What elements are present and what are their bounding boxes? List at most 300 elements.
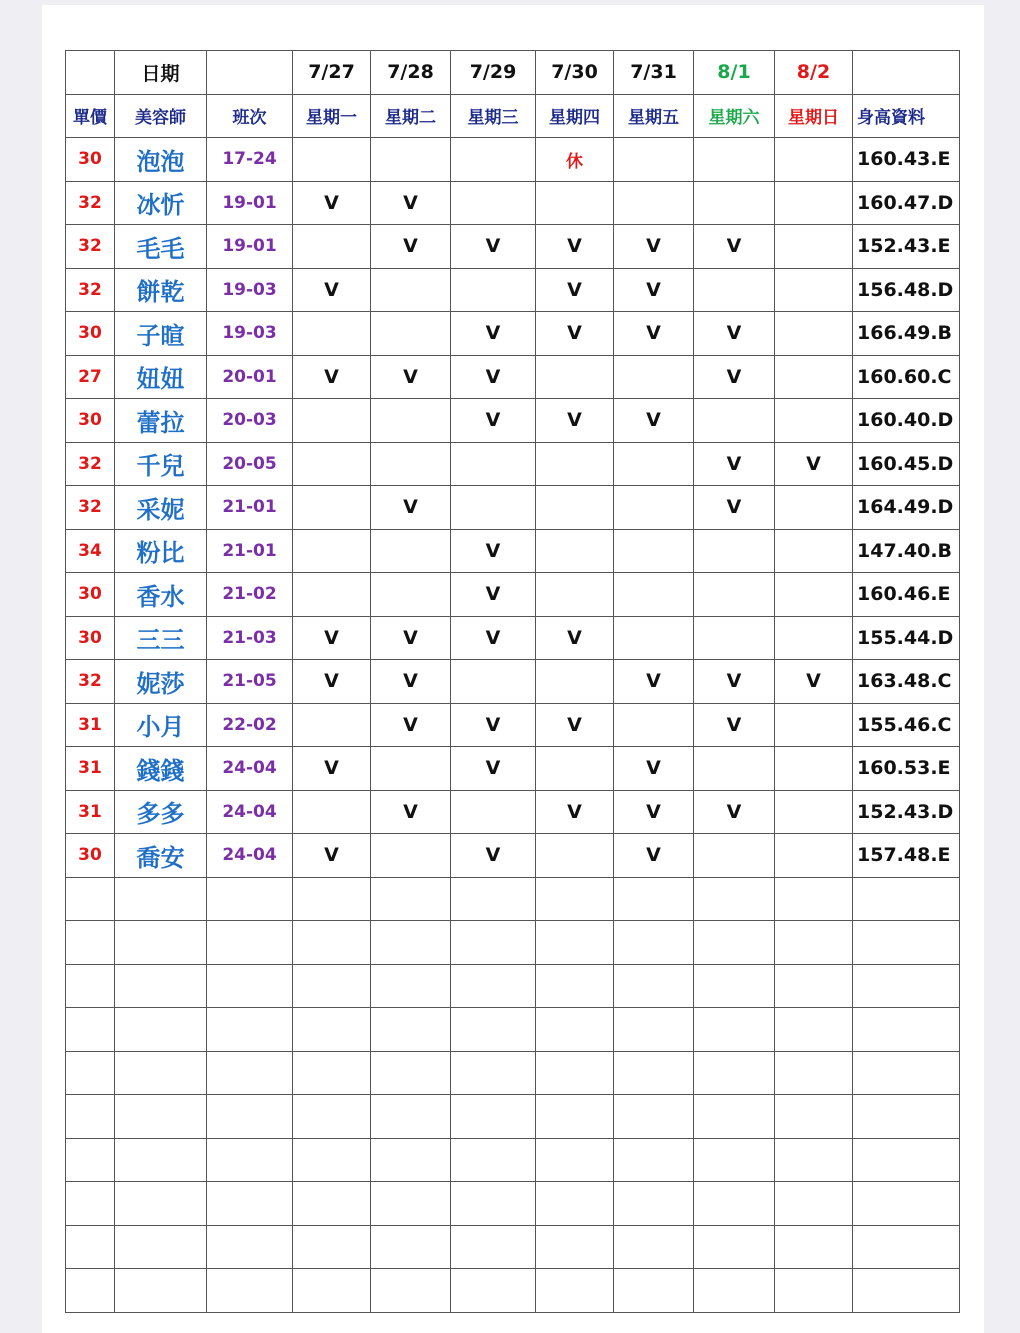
day-cell (775, 225, 853, 269)
day-cell (371, 834, 451, 878)
empty-cell (775, 1269, 853, 1313)
table-row (66, 268, 960, 312)
day-cell (371, 442, 451, 486)
day-cell: V (775, 442, 853, 486)
date-2: 7/29 (451, 51, 536, 95)
empty-cell (614, 921, 694, 965)
day-cell (614, 181, 694, 225)
day-cell (614, 616, 694, 660)
empty-cell (614, 1225, 694, 1269)
table-row (66, 573, 960, 617)
day-cell (293, 573, 371, 617)
empty-cell (775, 1182, 853, 1226)
empty-cell (451, 921, 536, 965)
height-cell: 163.48.C (853, 660, 960, 704)
empty-cell (115, 921, 207, 965)
day-cell (775, 616, 853, 660)
date-1: 7/28 (371, 51, 451, 95)
day-cell: V (371, 225, 451, 269)
day-cell: V (694, 790, 775, 834)
empty-cell (451, 877, 536, 921)
day-cell: V (293, 660, 371, 704)
height-cell: 152.43.D (853, 790, 960, 834)
day-cell (536, 355, 614, 399)
empty-cell (853, 1008, 960, 1052)
day-cell (451, 660, 536, 704)
weekday-2: 星期三 (451, 94, 536, 138)
empty-cell (115, 877, 207, 921)
day-cell (371, 399, 451, 443)
beautician-name-cell: 喬安 (115, 834, 207, 878)
empty-cell (536, 1008, 614, 1052)
day-cell: V (451, 355, 536, 399)
day-cell: V (451, 225, 536, 269)
day-cell (775, 703, 853, 747)
price-cell: 31 (66, 703, 115, 747)
day-cell (371, 138, 451, 182)
day-cell: V (293, 355, 371, 399)
empty-cell (66, 1008, 115, 1052)
weekday-3: 星期四 (536, 94, 614, 138)
empty-cell (775, 877, 853, 921)
empty-cell (614, 1182, 694, 1226)
day-cell (775, 834, 853, 878)
price-cell: 34 (66, 529, 115, 573)
day-cell (694, 747, 775, 791)
day-cell (775, 747, 853, 791)
day-cell: V (536, 312, 614, 356)
empty-cell (536, 877, 614, 921)
shift-cell: 21-05 (207, 660, 293, 704)
shift-label: 班次 (207, 94, 293, 138)
empty-row (66, 1095, 960, 1139)
empty-cell (115, 1095, 207, 1139)
day-cell: V (536, 268, 614, 312)
day-cell (371, 312, 451, 356)
date-6: 8/2 (775, 51, 853, 95)
schedule-table (65, 50, 960, 1313)
empty-cell (536, 921, 614, 965)
beautician-name-cell: 子暄 (115, 312, 207, 356)
table-row (66, 747, 960, 791)
empty-cell (66, 1269, 115, 1313)
price-cell: 32 (66, 225, 115, 269)
empty-cell (66, 1182, 115, 1226)
empty-cell (371, 1269, 451, 1313)
empty-cell (614, 1008, 694, 1052)
weekday-0: 星期一 (293, 94, 371, 138)
day-cell (293, 138, 371, 182)
empty-cell (775, 964, 853, 1008)
empty-cell (207, 921, 293, 965)
day-cell (775, 529, 853, 573)
beautician-name-cell: 小月 (115, 703, 207, 747)
day-cell (536, 660, 614, 704)
name-label: 美容師 (115, 94, 207, 138)
day-cell: V (371, 703, 451, 747)
price-cell: 32 (66, 660, 115, 704)
day-cell (614, 486, 694, 530)
empty-cell (371, 964, 451, 1008)
height-cell: 147.40.B (853, 529, 960, 573)
empty-cell (207, 1095, 293, 1139)
empty-cell (207, 1008, 293, 1052)
empty-cell (293, 877, 371, 921)
empty-cell (66, 1095, 115, 1139)
day-cell (614, 573, 694, 617)
price-cell: 32 (66, 486, 115, 530)
empty-cell (115, 1138, 207, 1182)
day-cell (451, 790, 536, 834)
height-cell: 160.43.E (853, 138, 960, 182)
day-cell (775, 138, 853, 182)
empty-cell (451, 1008, 536, 1052)
shift-cell: 21-02 (207, 573, 293, 617)
day-cell: V (694, 225, 775, 269)
header-empty-cell (66, 51, 115, 95)
empty-cell (293, 921, 371, 965)
empty-cell (115, 1008, 207, 1052)
empty-cell (694, 1008, 775, 1052)
empty-cell (66, 964, 115, 1008)
beautician-name-cell: 蕾拉 (115, 399, 207, 443)
empty-cell (536, 1269, 614, 1313)
day-cell: V (614, 225, 694, 269)
table-row (66, 660, 960, 704)
empty-cell (853, 1269, 960, 1313)
empty-cell (775, 1225, 853, 1269)
day-cell: V (694, 703, 775, 747)
empty-cell (536, 1225, 614, 1269)
empty-cell (614, 1138, 694, 1182)
day-cell (451, 268, 536, 312)
beautician-name-cell: 妮莎 (115, 660, 207, 704)
empty-cell (207, 1269, 293, 1313)
empty-cell (66, 1051, 115, 1095)
height-cell: 166.49.B (853, 312, 960, 356)
shift-cell: 21-01 (207, 529, 293, 573)
empty-cell (853, 1051, 960, 1095)
empty-cell (293, 1225, 371, 1269)
empty-cell (66, 1225, 115, 1269)
day-cell (451, 442, 536, 486)
height-cell: 155.46.C (853, 703, 960, 747)
height-cell: 157.48.E (853, 834, 960, 878)
empty-cell (115, 964, 207, 1008)
height-cell: 156.48.D (853, 268, 960, 312)
header-empty-cell (207, 51, 293, 95)
day-cell (614, 529, 694, 573)
empty-cell (694, 1051, 775, 1095)
day-cell (293, 486, 371, 530)
day-cell (694, 834, 775, 878)
empty-cell (371, 1138, 451, 1182)
table-row (66, 225, 960, 269)
empty-cell (775, 1095, 853, 1139)
beautician-name-cell: 錢錢 (115, 747, 207, 791)
day-cell (536, 486, 614, 530)
beautician-name-cell: 妞妞 (115, 355, 207, 399)
height-cell: 160.47.D (853, 181, 960, 225)
table-row (66, 703, 960, 747)
price-cell: 32 (66, 181, 115, 225)
empty-row (66, 921, 960, 965)
day-cell: V (371, 181, 451, 225)
empty-cell (293, 1008, 371, 1052)
empty-cell (207, 1138, 293, 1182)
empty-cell (293, 1269, 371, 1313)
empty-cell (66, 1138, 115, 1182)
table-row (66, 399, 960, 443)
day-cell (614, 138, 694, 182)
empty-cell (207, 877, 293, 921)
day-cell: V (614, 660, 694, 704)
table-row (66, 834, 960, 878)
day-cell: V (536, 616, 614, 660)
empty-cell (451, 1182, 536, 1226)
price-cell: 30 (66, 573, 115, 617)
weekday-1: 星期二 (371, 94, 451, 138)
shift-cell: 21-01 (207, 486, 293, 530)
day-cell: V (536, 790, 614, 834)
shift-cell: 19-03 (207, 268, 293, 312)
empty-cell (371, 1182, 451, 1226)
day-cell: V (694, 486, 775, 530)
empty-cell (371, 1225, 451, 1269)
price-cell: 30 (66, 399, 115, 443)
day-cell (694, 616, 775, 660)
empty-row (66, 1269, 960, 1313)
table-row (66, 442, 960, 486)
empty-cell (694, 1138, 775, 1182)
date-5: 8/1 (694, 51, 775, 95)
price-cell: 30 (66, 834, 115, 878)
day-cell (371, 573, 451, 617)
beautician-name-cell: 冰忻 (115, 181, 207, 225)
weekday-6: 星期日 (775, 94, 853, 138)
day-cell (293, 399, 371, 443)
day-cell: V (451, 573, 536, 617)
empty-cell (115, 1225, 207, 1269)
empty-cell (536, 1095, 614, 1139)
empty-cell (293, 1051, 371, 1095)
day-cell (694, 529, 775, 573)
day-cell: V (293, 268, 371, 312)
day-cell (536, 573, 614, 617)
shift-cell: 24-04 (207, 790, 293, 834)
empty-cell (451, 1095, 536, 1139)
day-cell: V (451, 747, 536, 791)
height-cell: 160.40.D (853, 399, 960, 443)
date-3: 7/30 (536, 51, 614, 95)
day-cell: V (371, 660, 451, 704)
height-cell: 155.44.D (853, 616, 960, 660)
day-cell: V (293, 834, 371, 878)
beautician-name-cell: 粉比 (115, 529, 207, 573)
empty-cell (115, 1269, 207, 1313)
empty-cell (536, 964, 614, 1008)
table-row (66, 355, 960, 399)
day-cell: V (293, 747, 371, 791)
day-cell: V (614, 790, 694, 834)
empty-cell (614, 1051, 694, 1095)
empty-cell (371, 921, 451, 965)
beautician-name-cell: 多多 (115, 790, 207, 834)
empty-cell (853, 1138, 960, 1182)
price-cell: 32 (66, 268, 115, 312)
shift-cell: 20-01 (207, 355, 293, 399)
empty-cell (694, 1095, 775, 1139)
price-cell: 31 (66, 747, 115, 791)
day-cell (694, 399, 775, 443)
shift-cell: 19-03 (207, 312, 293, 356)
day-cell (451, 138, 536, 182)
beautician-name-cell: 三三 (115, 616, 207, 660)
date-0: 7/27 (293, 51, 371, 95)
empty-cell (853, 1095, 960, 1139)
table-row (66, 790, 960, 834)
empty-cell (614, 877, 694, 921)
day-cell: V (451, 703, 536, 747)
empty-cell (536, 1051, 614, 1095)
header-empty-cell (853, 51, 960, 95)
empty-cell (775, 1051, 853, 1095)
day-cell: V (451, 616, 536, 660)
day-cell (293, 312, 371, 356)
day-cell: V (694, 312, 775, 356)
date-label: 日期 (115, 51, 207, 95)
empty-row (66, 877, 960, 921)
shift-cell: 19-01 (207, 225, 293, 269)
day-cell (536, 834, 614, 878)
empty-cell (536, 1182, 614, 1226)
shift-cell: 24-04 (207, 834, 293, 878)
empty-cell (207, 1225, 293, 1269)
beautician-name-cell: 泡泡 (115, 138, 207, 182)
empty-cell (66, 877, 115, 921)
day-cell (451, 181, 536, 225)
day-cell (371, 747, 451, 791)
empty-cell (775, 1008, 853, 1052)
beautician-name-cell: 餅乾 (115, 268, 207, 312)
table-row (66, 529, 960, 573)
empty-cell (614, 1269, 694, 1313)
table-row (66, 312, 960, 356)
day-cell (371, 268, 451, 312)
day-cell: V (293, 181, 371, 225)
price-cell: 32 (66, 442, 115, 486)
day-cell: V (451, 312, 536, 356)
empty-cell (694, 1225, 775, 1269)
empty-cell (853, 1225, 960, 1269)
weekday-header-row (66, 94, 960, 138)
day-cell (371, 529, 451, 573)
empty-cell (207, 1182, 293, 1226)
empty-cell (293, 1182, 371, 1226)
empty-cell (371, 877, 451, 921)
shift-cell: 17-24 (207, 138, 293, 182)
empty-cell (451, 1051, 536, 1095)
empty-cell (775, 921, 853, 965)
day-cell (775, 181, 853, 225)
empty-cell (451, 1269, 536, 1313)
day-cell (293, 703, 371, 747)
empty-cell (614, 1095, 694, 1139)
day-cell (694, 181, 775, 225)
day-cell: V (614, 834, 694, 878)
weekday-4: 星期五 (614, 94, 694, 138)
day-cell: V (694, 660, 775, 704)
day-cell: V (694, 442, 775, 486)
day-cell (614, 355, 694, 399)
weekday-5: 星期六 (694, 94, 775, 138)
empty-cell (853, 921, 960, 965)
day-cell (775, 355, 853, 399)
price-cell: 31 (66, 790, 115, 834)
empty-row (66, 1182, 960, 1226)
day-cell: V (451, 529, 536, 573)
day-cell (536, 529, 614, 573)
empty-row (66, 1225, 960, 1269)
empty-cell (853, 877, 960, 921)
empty-cell (371, 1095, 451, 1139)
day-cell (775, 312, 853, 356)
empty-cell (853, 1182, 960, 1226)
shift-cell: 24-04 (207, 747, 293, 791)
day-cell (536, 747, 614, 791)
empty-cell (694, 921, 775, 965)
day-cell (293, 225, 371, 269)
empty-row (66, 964, 960, 1008)
empty-cell (207, 964, 293, 1008)
empty-cell (293, 964, 371, 1008)
table-row (66, 616, 960, 660)
price-cell: 30 (66, 312, 115, 356)
empty-row (66, 1051, 960, 1095)
shift-cell: 20-03 (207, 399, 293, 443)
day-cell (775, 486, 853, 530)
table-row (66, 486, 960, 530)
empty-cell (293, 1095, 371, 1139)
day-cell (293, 442, 371, 486)
empty-cell (536, 1138, 614, 1182)
day-cell (694, 573, 775, 617)
empty-cell (775, 1138, 853, 1182)
empty-cell (115, 1182, 207, 1226)
shift-cell: 22-02 (207, 703, 293, 747)
empty-cell (207, 1051, 293, 1095)
beautician-name-cell: 毛毛 (115, 225, 207, 269)
day-cell: 休 (536, 138, 614, 182)
day-cell: V (775, 660, 853, 704)
height-label: 身高資料 (853, 94, 960, 138)
day-cell (694, 138, 775, 182)
empty-cell (371, 1008, 451, 1052)
day-cell (775, 573, 853, 617)
price-cell: 30 (66, 138, 115, 182)
day-cell (775, 268, 853, 312)
day-cell (775, 399, 853, 443)
empty-cell (694, 1269, 775, 1313)
day-cell: V (614, 399, 694, 443)
day-cell (694, 268, 775, 312)
day-cell: V (451, 399, 536, 443)
day-cell: V (371, 616, 451, 660)
day-cell (451, 486, 536, 530)
empty-cell (694, 877, 775, 921)
height-cell: 160.53.E (853, 747, 960, 791)
empty-cell (115, 1051, 207, 1095)
